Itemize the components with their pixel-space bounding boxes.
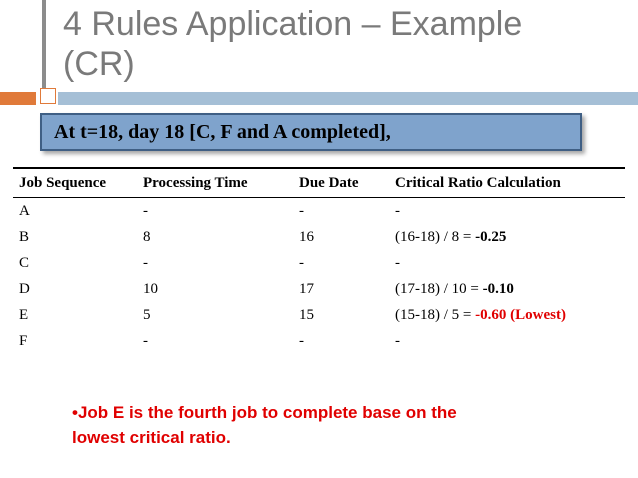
calc-cell <box>389 224 625 250</box>
due-cell: 17 <box>299 280 314 297</box>
table-row <box>13 224 625 250</box>
calc-text: - <box>395 332 400 349</box>
critical-ratio-value: -0.60 (Lowest) <box>475 306 566 323</box>
table-row <box>13 302 625 328</box>
job-cell: F <box>19 332 28 349</box>
divider-orange-segment <box>0 92 36 105</box>
job-cell: D <box>19 280 30 297</box>
calc-text: - <box>395 254 400 271</box>
critical-ratio-table <box>13 167 625 357</box>
time-banner: At t=18, day 18 [C, F and A completed], <box>40 113 582 151</box>
calc-text: (15-18) / 5 = <box>395 306 476 323</box>
slide-title <box>63 4 623 84</box>
column-header: Critical Ratio Calculation <box>389 168 625 198</box>
slide-title-line-1: 4 Rules Application – Example <box>63 5 523 43</box>
calc-cell <box>389 328 625 357</box>
due-cell: - <box>299 332 304 349</box>
table-row <box>13 198 625 225</box>
calc-text: (17-18) / 10 = <box>395 280 483 297</box>
column-header: Due Date <box>293 168 389 198</box>
table-row <box>13 328 625 357</box>
critical-ratio-value: -0.25 <box>475 228 507 245</box>
job-cell: E <box>19 306 29 323</box>
due-cell: - <box>299 254 304 271</box>
calc-cell <box>389 198 625 225</box>
divider-square-icon <box>40 88 56 104</box>
calc-cell <box>389 302 625 328</box>
critical-ratio-value: -0.10 <box>482 280 514 297</box>
calc-cell <box>389 276 625 302</box>
time-cell: - <box>143 332 148 349</box>
table-row <box>13 276 625 302</box>
due-cell: - <box>299 202 304 219</box>
time-cell: - <box>143 254 148 271</box>
due-cell: 16 <box>299 228 314 245</box>
time-cell: 5 <box>143 306 151 323</box>
job-cell: A <box>19 202 30 219</box>
table-header-row <box>13 168 625 198</box>
slide-title-line-2: (CR) <box>63 45 135 83</box>
conclusion-line-2: lowest critical ratio. <box>72 428 231 447</box>
time-cell: 10 <box>143 280 158 297</box>
conclusion-note <box>72 400 552 450</box>
title-accent-bar <box>42 0 46 92</box>
divider-blue-segment <box>58 92 638 105</box>
table-row <box>13 250 625 276</box>
column-header: Job Sequence <box>13 168 137 198</box>
column-header: Processing Time <box>137 168 293 198</box>
calc-cell <box>389 250 625 276</box>
conclusion-line-1: •Job E is the fourth job to complete base on the <box>72 403 457 422</box>
time-cell: - <box>143 202 148 219</box>
job-cell: C <box>19 254 30 271</box>
calc-text: (16-18) / 8 = <box>395 228 476 245</box>
time-cell: 8 <box>143 228 151 245</box>
job-cell: B <box>19 228 30 245</box>
calc-text: - <box>395 202 400 219</box>
due-cell: 15 <box>299 306 314 323</box>
